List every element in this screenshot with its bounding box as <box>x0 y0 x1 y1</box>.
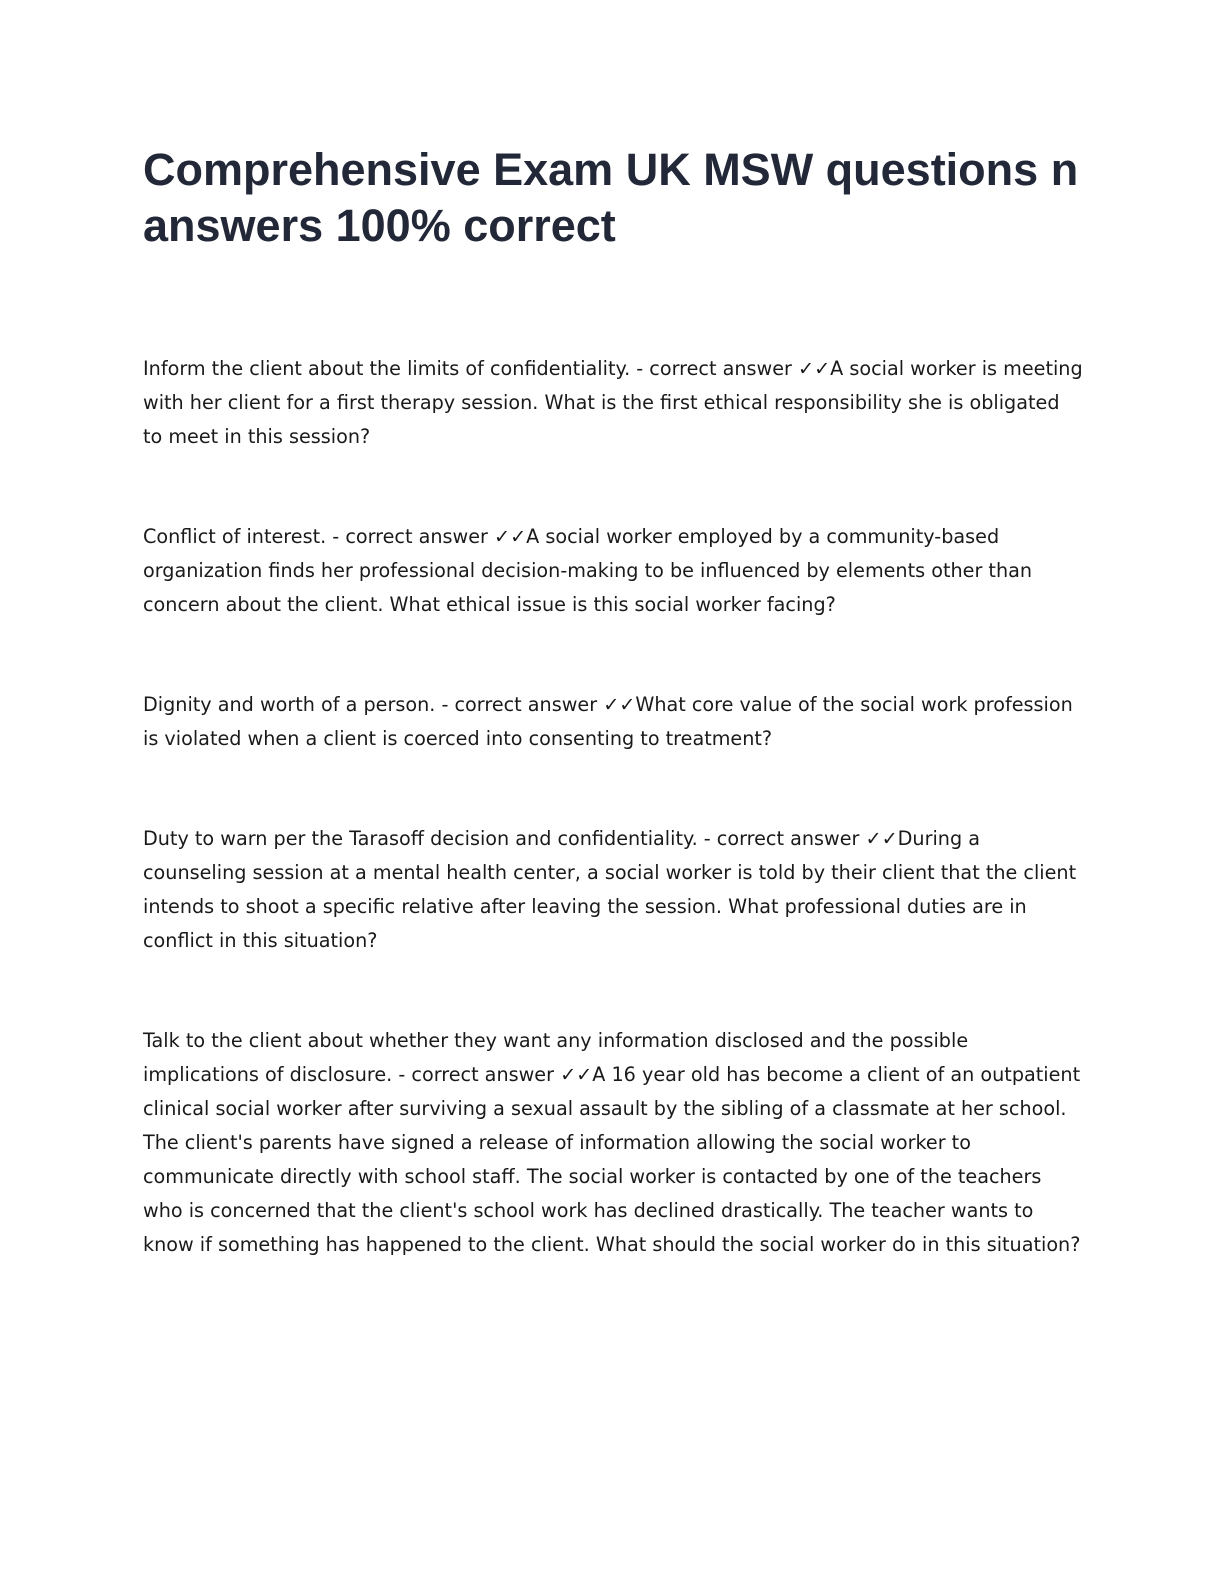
answer-text: Duty to warn per the Tarasoff decision and confidentiality. <box>143 827 698 850</box>
check-mark-icon: ✓✓ <box>603 693 636 716</box>
check-mark-icon: ✓✓ <box>560 1063 593 1086</box>
separator-text: - correct answer <box>697 827 866 850</box>
separator-text: - correct answer <box>392 1063 561 1086</box>
check-mark-icon: ✓✓ <box>494 525 527 548</box>
answer-text: Conflict of interest. <box>143 525 327 548</box>
question-text: A 16 year old has become a client of an outpatient clinical social worker after surviving a sexual assault by the sibling of a classmate at her school. The client's parents have signed a release of information allowing the social worker to communicate directly with school staff. The social worker is contacted by one of the teachers who is concerned that the client's school work has declined drastically. The teacher wants to know if something has happened to the client. What should the social worker do in this situation? <box>143 1063 1081 1256</box>
separator-text: - correct answer <box>326 525 495 548</box>
document-title: Comprehensive Exam UK MSW questions n answers 100% correct <box>143 144 1079 251</box>
answer-text: Dignity and worth of a person. <box>143 693 436 716</box>
separator-text: - correct answer <box>435 693 604 716</box>
answer-text: Inform the client about the limits of confidentiality. <box>143 357 631 380</box>
separator-text: - correct answer <box>630 357 798 380</box>
qa-entry <box>143 1024 1083 1262</box>
qa-list <box>143 352 1083 1328</box>
question-text: During a counseling session at a mental health center, a social worker is told by their client that the client intends to shoot a specific relative after leaving the session. What professional duties are in conflict in this situation? <box>143 827 1077 952</box>
check-mark-icon: ✓✓ <box>798 357 831 380</box>
question-text: What core value of the social work profession is violated when a client is coerced into consenting to treatment? <box>143 693 1073 750</box>
qa-entry <box>143 688 1083 756</box>
check-mark-icon: ✓✓ <box>865 827 898 850</box>
qa-entry <box>143 822 1083 958</box>
qa-entry <box>143 520 1083 622</box>
qa-entry <box>143 352 1083 454</box>
question-text: A social worker employed by a community-based organization finds her professional decision-making to be influenced by elements other than concern about the client. What ethical issue is this social worker facing? <box>143 525 1033 616</box>
answer-text: Talk to the client about whether they want any information disclosed and the possible implications of disclosure. <box>143 1029 969 1086</box>
question-text: A social worker is meeting with her client for a first therapy session. What is the first ethical responsibility she is obligated to meet in this session? <box>143 357 1083 448</box>
